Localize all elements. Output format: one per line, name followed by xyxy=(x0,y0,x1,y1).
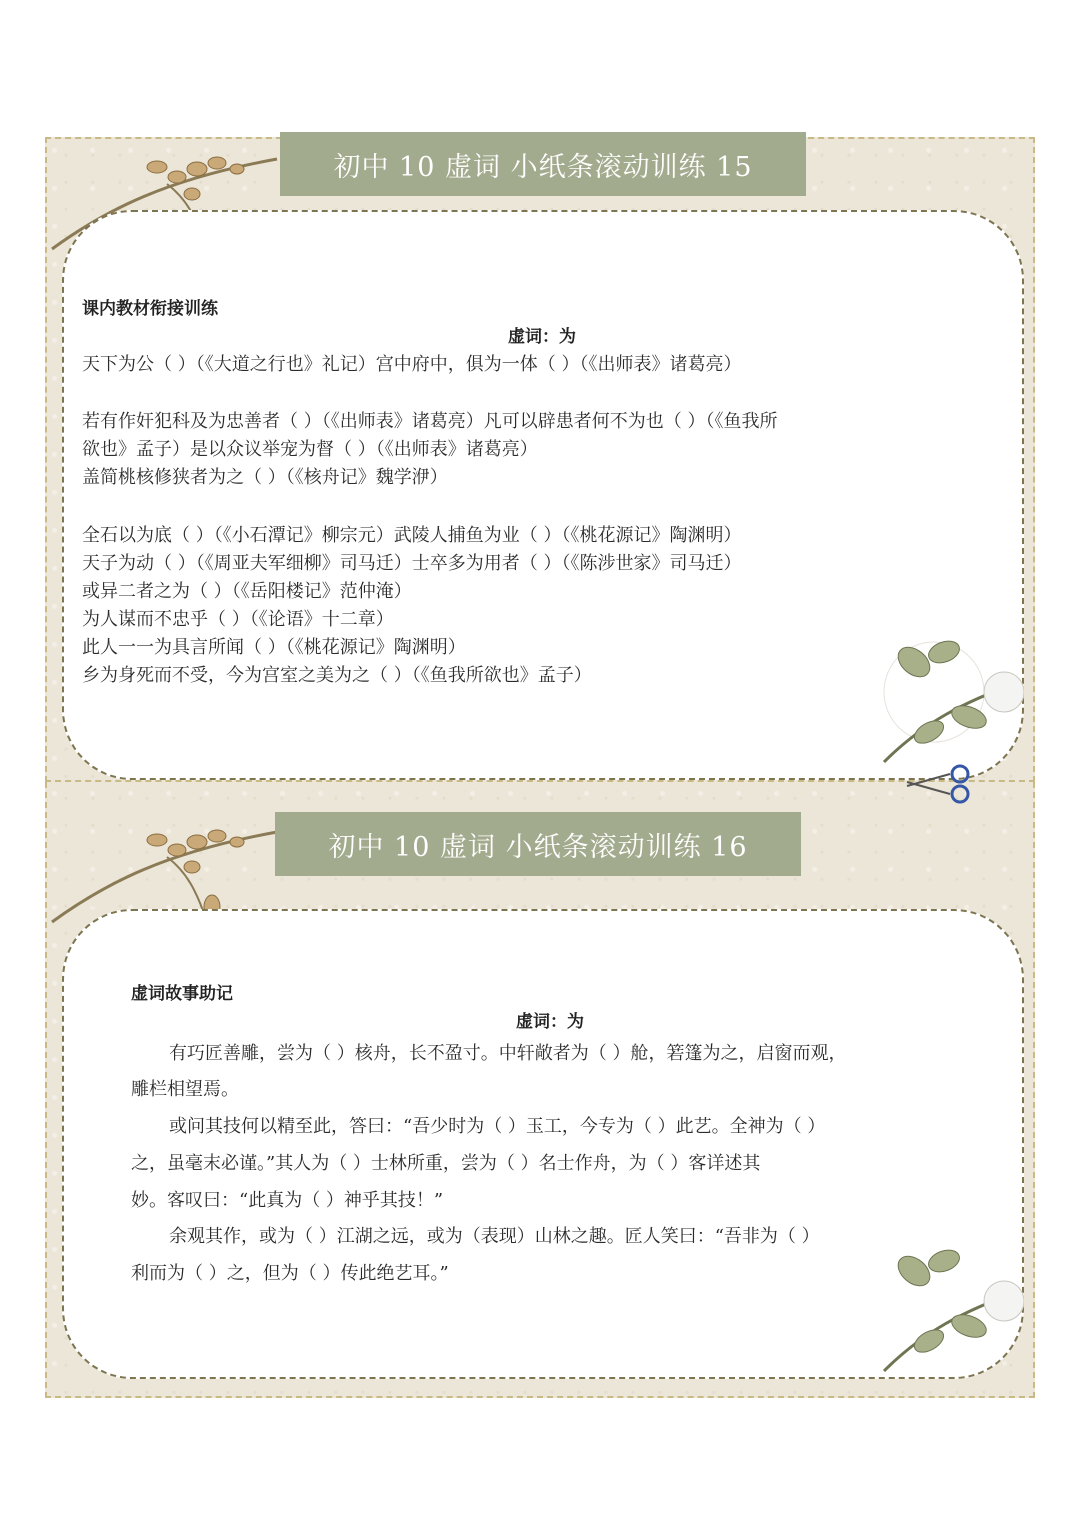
story-line: 或问其技何以精至此，答曰：“吾少时为（ ）玉工，今专为（ ）此艺。全神为（ ） xyxy=(169,1116,826,1137)
exercise-line: 天下为公（ ）（《大道之行也》礼记）宫中府中，俱为一体（ ）（《出师表》诸葛亮） xyxy=(82,354,742,375)
section-heading: 虚词故事助记 xyxy=(131,984,233,1004)
section-heading: 课内教材衔接训练 xyxy=(82,299,218,319)
exercise-line: 天子为动（ ）（《周亚夫军细柳》司马迁）士卒多为用者（ ）（《陈涉世家》司马迁） xyxy=(82,553,742,574)
exercise-line: 乡为身死而不受，今为宫室之美为之（ ）（《鱼我所欲也》孟子） xyxy=(82,665,592,686)
story-line: 妙。客叹曰：“此真为（ ）神乎其技！” xyxy=(131,1190,444,1211)
story-line: 利而为（ ）之，但为（ ）传此绝艺耳。” xyxy=(131,1263,449,1284)
story-line: 余观其作，或为（ ）江湖之远，或为（表现）山林之趣。匠人笑曰：“吾非为（ ） xyxy=(169,1226,820,1247)
scissors-icon xyxy=(905,764,975,804)
section-title: 初中 10 虚词 小纸条滚动训练 16 xyxy=(275,812,801,876)
exercise-line: 全石以为底（ ）（《小石潭记》柳宗元）武陵人捕鱼为业（ ）（《桃花源记》陶渊明） xyxy=(82,525,742,546)
exercise-line: 盖简桃核修狭者为之（ ）（《核舟记》魏学洢） xyxy=(82,467,448,488)
exercise-line: 欲也》孟子）是以众议举宠为督（ ）（《出师表》诸葛亮） xyxy=(82,439,538,460)
flower-ornament-icon xyxy=(874,622,1024,772)
section-subtitle: 虚词：为 xyxy=(508,327,576,347)
flower-ornament-icon xyxy=(874,1231,1024,1381)
exercise-line: 或异二者之为（ ）（《岳阳楼记》范仲淹） xyxy=(82,581,412,602)
section-subtitle: 虚词：为 xyxy=(516,1012,584,1032)
exercise-line: 此人一一为具言所闻（ ）（《桃花源记》陶渊明） xyxy=(82,637,466,658)
story-line: 有巧匠善雕，尝为（ ）核舟，长不盈寸。中轩敞者为（ ）舱，箬篷为之，启窗而观， xyxy=(169,1043,847,1064)
exercise-line: 为人谋而不忠乎（ ）（《论语》十二章） xyxy=(82,609,394,630)
section-title: 初中 10 虚词 小纸条滚动训练 15 xyxy=(280,132,806,196)
story-line: 之，虽毫末必谨。”其人为（ ）士林所重，尝为（ ）名士作舟，为（ ）客详述其 xyxy=(131,1153,761,1174)
exercise-line: 若有作奸犯科及为忠善者（ ）（《出师表》诸葛亮）凡可以辟患者何不为也（ ）（《鱼我所 xyxy=(82,411,778,432)
story-line: 雕栏相望焉。 xyxy=(131,1079,239,1100)
